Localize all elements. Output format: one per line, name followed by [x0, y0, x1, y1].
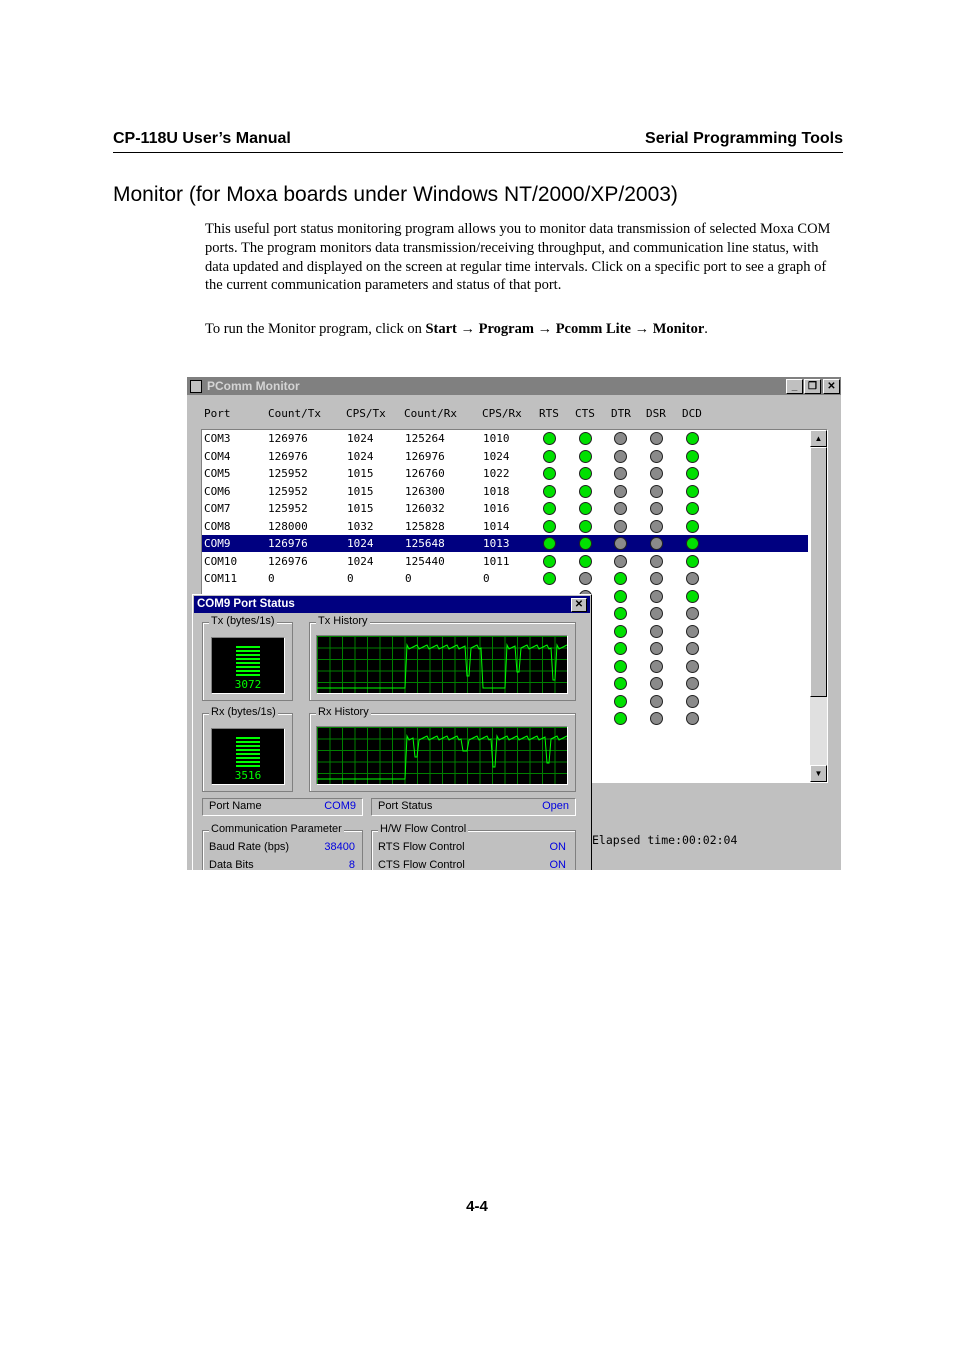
rx-history-label: Rx History: [318, 706, 369, 718]
run-arrow-1: →: [456, 321, 479, 337]
port-status-value: Open: [542, 800, 569, 812]
dsr-led-icon: [650, 625, 663, 638]
dsr-led-icon: [650, 677, 663, 690]
history-trace: [317, 736, 567, 779]
elapsed-time: Elapsed time:00:02:04: [592, 833, 738, 847]
dcd-led-icon: [686, 485, 699, 498]
tx-label: Tx (bytes/1s): [211, 615, 275, 627]
dsr-led-icon: [650, 502, 663, 515]
window-title: PComm Monitor: [207, 379, 300, 393]
baud-value: 38400: [324, 841, 355, 853]
cell-cps-tx: 1024: [347, 432, 374, 445]
dsr-led-icon: [650, 660, 663, 673]
cell-count-tx: 126976: [268, 449, 308, 463]
cell-count-rx: 126300: [405, 484, 445, 498]
cell-cps-tx: 1015: [347, 484, 374, 498]
cts-flow-value: ON: [549, 859, 566, 870]
table-row[interactable]: [202, 553, 808, 570]
dsr-led-icon: [650, 467, 663, 480]
dcd-led-icon: [686, 607, 699, 620]
port-status-field: [371, 798, 576, 816]
baud-label: Baud Rate (bps): [209, 841, 290, 853]
dcd-led-icon: [686, 537, 699, 550]
cell-port: COM10: [204, 554, 238, 568]
comm-param-label: Communication Parameter: [211, 823, 342, 835]
rts-led-icon: [543, 537, 556, 550]
cts-flow-label: CTS Flow Control: [378, 859, 465, 870]
table-row[interactable]: [202, 518, 808, 535]
dsr-led-icon: [650, 450, 663, 463]
rx-group: [202, 706, 293, 792]
rts-led-icon: [543, 555, 556, 568]
rx-history-graph: [316, 726, 568, 785]
cell-port: COM8: [204, 519, 231, 533]
maximize-button[interactable]: ❐: [804, 379, 821, 394]
cell-cps-tx: 1024: [347, 554, 374, 568]
dsr-led-icon: [650, 607, 663, 620]
dsr-led-icon: [650, 537, 663, 550]
dsr-led-icon: [650, 590, 663, 603]
tx-meter: [211, 637, 285, 694]
col-dsr: DSR: [646, 407, 666, 420]
cell-count-tx: 126976: [268, 537, 308, 550]
dtr-led-icon: [614, 625, 627, 638]
rx-meter: [211, 728, 285, 785]
page-header: [113, 130, 843, 153]
cell-cps-rx: 1022: [483, 467, 510, 480]
baud-rate-row: [209, 841, 359, 853]
table-row[interactable]: [202, 500, 808, 517]
cell-count-tx: 128000: [268, 519, 308, 533]
dcd-led-icon: [686, 642, 699, 655]
run-instructions: [205, 321, 708, 338]
rx-label: Rx (bytes/1s): [211, 706, 276, 718]
dsr-led-icon: [650, 432, 663, 445]
section-title: Monitor (for Moxa boards under Windows NT/2000/XP/2003): [113, 183, 678, 206]
data-bits-row: [209, 859, 359, 870]
dtr-led-icon: [614, 572, 627, 585]
cell-cps-rx: 1014: [483, 519, 510, 533]
dtr-led-icon: [614, 555, 627, 568]
intro-paragraph: This useful port status monitoring program allows you to monitor data transmission of selected Moxa COM ports. The program monitors data transmission/receiving throughput, and communication line status, with data updated and displayed on the screen at regular time intervals. Click on a specific port to see a graph of the current communication parameters and status of that port.: [205, 221, 831, 294]
table-row[interactable]: [202, 430, 808, 447]
dtr-led-icon: [614, 485, 627, 498]
dcd-led-icon: [686, 625, 699, 638]
cell-cps-tx: 1032: [347, 519, 374, 533]
cell-count-rx: 125648: [405, 537, 445, 550]
dtr-led-icon: [614, 520, 627, 533]
cts-led-icon: [579, 572, 592, 585]
cell-count-tx: 0: [268, 572, 275, 585]
dcd-led-icon: [686, 467, 699, 480]
dialog-title: COM9 Port Status: [197, 598, 295, 610]
port-name-value: COM9: [324, 800, 356, 812]
hw-flow-label: H/W Flow Control: [380, 823, 467, 835]
dcd-led-icon: [686, 572, 699, 585]
cts-led-icon: [579, 432, 592, 445]
cell-port: COM3: [204, 432, 231, 445]
cell-cps-tx: 0: [347, 572, 354, 585]
dcd-led-icon: [686, 502, 699, 515]
tx-history-graph: [316, 635, 568, 694]
rts-flow-label: RTS Flow Control: [378, 841, 465, 853]
cell-count-tx: 126976: [268, 432, 308, 445]
scroll-thumb[interactable]: [810, 447, 827, 697]
dialog-titlebar[interactable]: [194, 596, 590, 613]
cell-count-tx: 125952: [268, 502, 308, 515]
cell-count-tx: 125952: [268, 484, 308, 498]
dcd-led-icon: [686, 590, 699, 603]
table-row[interactable]: [202, 535, 808, 552]
data-bits-value: 8: [348, 859, 355, 870]
table-row[interactable]: [202, 448, 808, 465]
cts-led-icon: [579, 520, 592, 533]
cell-port: COM6: [204, 484, 231, 498]
col-dtr: DTR: [611, 407, 631, 420]
table-row[interactable]: [202, 483, 808, 500]
dtr-led-icon: [614, 660, 627, 673]
run-pcomm-lite: Pcomm Lite: [555, 321, 631, 337]
rts-led-icon: [543, 572, 556, 585]
run-suffix: .: [704, 321, 708, 337]
col-cps-tx: CPS/Tx: [346, 407, 386, 420]
cell-cps-rx: 1016: [483, 502, 510, 515]
comm-param-group: [202, 823, 363, 870]
run-arrow-2: →: [533, 321, 556, 337]
cts-led-icon: [579, 467, 592, 480]
cell-cps-tx: 1015: [347, 467, 374, 480]
dsr-led-icon: [650, 695, 663, 708]
cell-cps-tx: 1024: [347, 449, 374, 463]
window-titlebar[interactable]: [187, 377, 841, 395]
cts-led-icon: [579, 502, 592, 515]
dtr-led-icon: [614, 450, 627, 463]
run-monitor: Monitor: [652, 321, 705, 337]
manual-title: CP-118U User’s Manual: [113, 130, 291, 147]
close-button[interactable]: ✕: [823, 379, 840, 394]
cell-count-rx: 125828: [405, 519, 445, 533]
dsr-led-icon: [650, 572, 663, 585]
tx-group: [202, 615, 293, 701]
port-status-dialog: [192, 594, 592, 870]
data-bits-label: Data Bits: [209, 859, 254, 870]
dsr-led-icon: [650, 485, 663, 498]
rx-meter-bars: [236, 737, 260, 767]
dtr-led-icon: [614, 432, 627, 445]
cell-count-rx: 126760: [405, 467, 445, 480]
col-cps-rx: CPS/Rx: [482, 407, 522, 420]
dtr-led-icon: [614, 712, 627, 725]
dialog-close-icon[interactable]: ✕: [571, 598, 587, 612]
hw-flow-group: [371, 823, 576, 870]
history-trace: [317, 645, 567, 688]
col-dcd: DCD: [682, 407, 702, 420]
vertical-scrollbar[interactable]: [810, 430, 827, 782]
port-status-label: Port Status: [378, 800, 433, 812]
cell-count-rx: 125440: [405, 554, 445, 568]
cell-cps-tx: 1024: [347, 537, 374, 550]
scroll-up-icon[interactable]: ▲: [810, 430, 827, 447]
dcd-led-icon: [686, 555, 699, 568]
dtr-led-icon: [614, 607, 627, 620]
tx-history-group: [309, 615, 576, 701]
cell-count-rx: 126976: [405, 449, 445, 463]
cell-cps-rx: 1011: [483, 554, 510, 568]
cell-cps-rx: 1013: [483, 537, 510, 550]
minimize-button[interactable]: _: [786, 379, 803, 394]
dcd-led-icon: [686, 695, 699, 708]
cell-cps-rx: 1018: [483, 484, 510, 498]
cts-flow-row: [378, 859, 572, 870]
dtr-led-icon: [614, 590, 627, 603]
dtr-led-icon: [614, 642, 627, 655]
app-icon: [190, 380, 202, 393]
rts-led-icon: [543, 467, 556, 480]
dcd-led-icon: [686, 660, 699, 673]
dcd-led-icon: [686, 450, 699, 463]
rts-led-icon: [543, 450, 556, 463]
dcd-led-icon: [686, 432, 699, 445]
rts-flow-value: ON: [549, 841, 566, 853]
run-start: Start: [425, 321, 457, 337]
rts-flow-row: [378, 841, 572, 853]
page-number: 4-4: [466, 1198, 488, 1215]
cts-led-icon: [579, 450, 592, 463]
col-count-rx: Count/Rx: [404, 407, 457, 420]
cts-led-icon: [579, 485, 592, 498]
dtr-led-icon: [614, 467, 627, 480]
cell-port: COM11: [204, 572, 238, 585]
col-port: Port: [204, 407, 231, 420]
table-row[interactable]: [202, 465, 808, 482]
rts-led-icon: [543, 520, 556, 533]
dtr-led-icon: [614, 677, 627, 690]
col-count-tx: Count/Tx: [268, 407, 321, 420]
col-rts: RTS: [539, 407, 559, 420]
dcd-led-icon: [686, 520, 699, 533]
run-program: Program: [478, 321, 534, 337]
tx-history-label: Tx History: [318, 615, 368, 627]
pcomm-monitor-screenshot: [187, 377, 841, 870]
rts-led-icon: [543, 502, 556, 515]
cts-led-icon: [579, 537, 592, 550]
dsr-led-icon: [650, 712, 663, 725]
tx-value: 3072: [234, 678, 262, 691]
col-cts: CTS: [575, 407, 595, 420]
dtr-led-icon: [614, 695, 627, 708]
port-name-field: [202, 798, 363, 816]
cell-count-rx: 126032: [405, 502, 445, 515]
dsr-led-icon: [650, 555, 663, 568]
cts-led-icon: [579, 555, 592, 568]
cell-cps-rx: 0: [483, 572, 490, 585]
cell-cps-rx: 1024: [483, 449, 510, 463]
dcd-led-icon: [686, 677, 699, 690]
cell-cps-tx: 1015: [347, 502, 374, 515]
tx-meter-bars: [236, 646, 260, 676]
dsr-led-icon: [650, 520, 663, 533]
dtr-led-icon: [614, 502, 627, 515]
chapter-title: Serial Programming Tools: [645, 130, 843, 147]
run-arrow-3: →: [630, 321, 653, 337]
rx-history-group: [309, 706, 576, 792]
run-prefix: To run the Monitor program, click on: [205, 321, 426, 337]
port-name-label: Port Name: [209, 800, 262, 812]
rts-led-icon: [543, 485, 556, 498]
cell-cps-rx: 1010: [483, 432, 510, 445]
table-row[interactable]: [202, 570, 808, 587]
cell-port: COM5: [204, 467, 231, 480]
cell-port: COM4: [204, 449, 231, 463]
rx-value: 3516: [234, 769, 262, 782]
cell-count-tx: 126976: [268, 554, 308, 568]
dcd-led-icon: [686, 712, 699, 725]
cell-port: COM9: [204, 537, 231, 550]
dtr-led-icon: [614, 537, 627, 550]
scroll-down-icon[interactable]: ▼: [810, 765, 827, 782]
cell-port: COM7: [204, 502, 231, 515]
cell-count-rx: 125264: [405, 432, 445, 445]
cell-count-tx: 125952: [268, 467, 308, 480]
dsr-led-icon: [650, 642, 663, 655]
cell-count-rx: 0: [405, 572, 412, 585]
rts-led-icon: [543, 432, 556, 445]
